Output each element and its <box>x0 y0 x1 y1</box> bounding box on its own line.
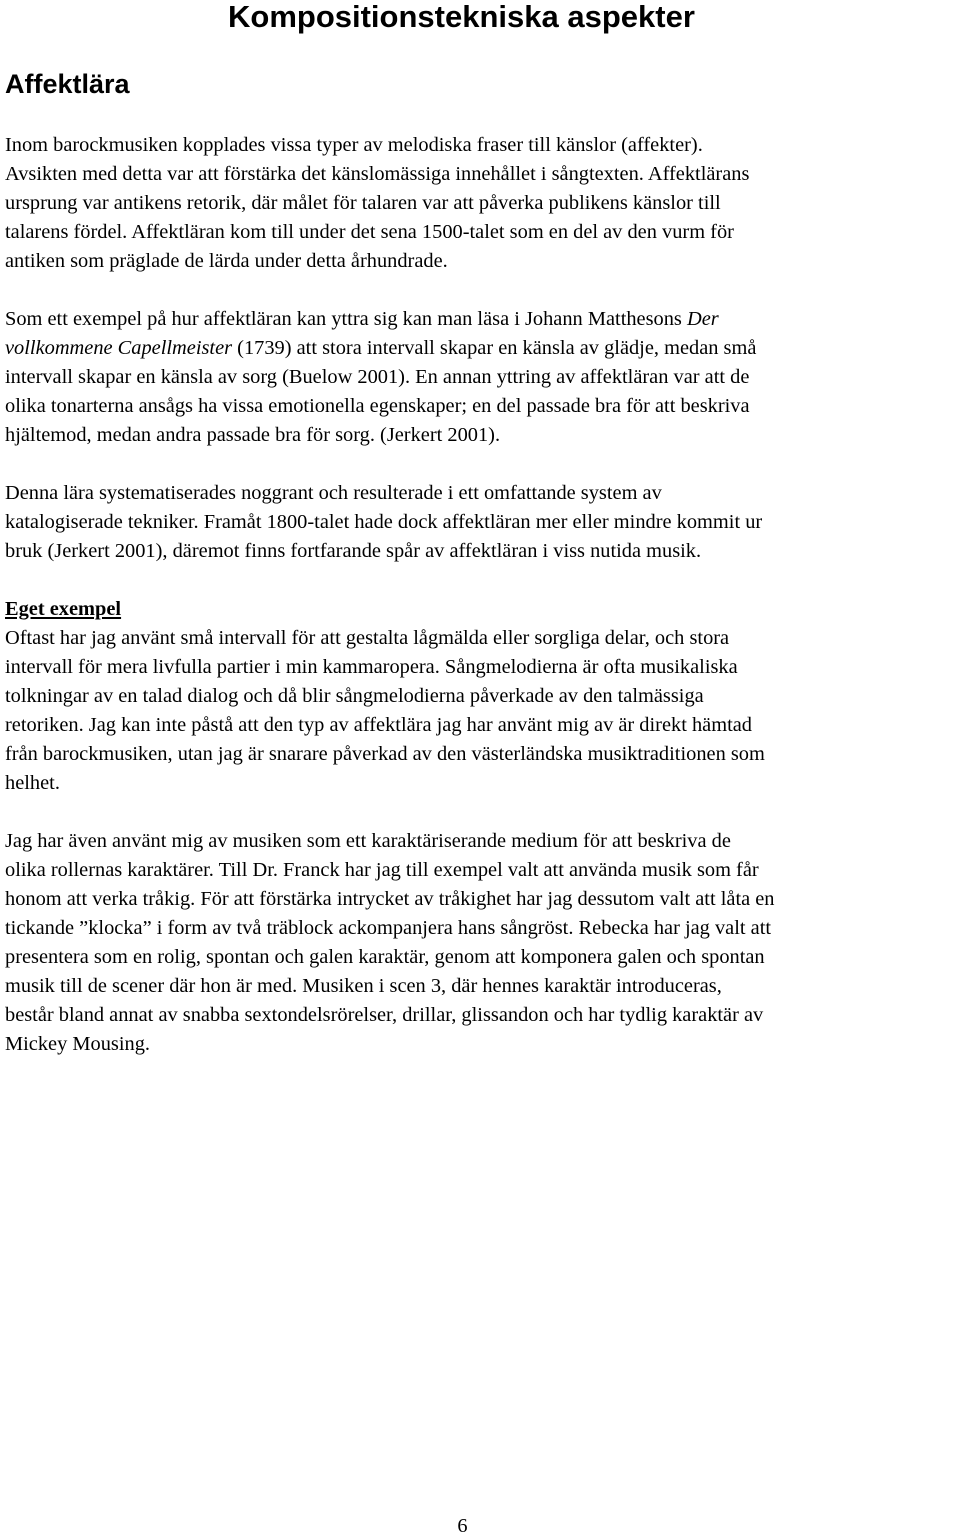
text-line: olika tonarterna ansågs ha vissa emotionella egenskaper; en del passade bra för att beskriva <box>5 395 750 417</box>
text-run: (1739) att stora intervall skapar en känsla av glädje, medan små <box>232 337 757 359</box>
text-line: ursprung var antikens retorik, där målet för talaren var att påverka publikens känslor till <box>5 192 721 214</box>
text-line: honom att verka tråkig. För att förstärka intrycket av tråkighet har jag dessutom valt att låta en <box>5 888 775 910</box>
text-line <box>5 305 957 334</box>
text-line: Inom barockmusiken kopplades vissa typer av melodiska fraser till känslor (affekter). <box>5 134 703 156</box>
text-line: Denna lära systematiserades noggrant och resulterade i ett omfattande system av <box>5 482 662 504</box>
paragraph-mattheson <box>5 305 957 450</box>
text-line: presentera som en rolig, spontan och galen karaktär, genom att komponera galen och spontan <box>5 946 765 968</box>
paragraph-system <box>5 479 957 566</box>
paragraph-intro <box>5 131 957 276</box>
text-line: består bland annat av snabba sextondelsrörelser, drillar, glissandon och har tydlig karaktär av <box>5 1004 764 1026</box>
text-line: antiken som präglade de lärda under detta århundrade. <box>5 250 448 272</box>
text-line: tickande ”klocka” i form av två träblock ackompanjera hans sångröst. Rebecka har jag valt att <box>5 917 772 939</box>
text-line: Avsikten med detta var att förstärka det känslomässiga innehållet i sångtexten. Affektlärans <box>5 163 750 185</box>
text-line: intervall för mera livfulla partier i min kammaropera. Sångmelodierna är ofta musikaliska <box>5 656 738 678</box>
section-title: Affektlära <box>5 69 130 99</box>
body-text <box>5 131 957 1088</box>
text-line: Jag har även använt mig av musiken som ett karaktäriserande medium för att beskriva de <box>5 830 731 852</box>
text-line: hjältemod, medan andra passade bra för sorg. (Jerkert 2001). <box>5 424 501 446</box>
text-line: intervall skapar en känsla av sorg (Buelow 2001). En annan yttring av affektläran var att de <box>5 366 750 388</box>
text-line: helhet. <box>5 772 60 794</box>
text-line: olika rollernas karaktärer. Till Dr. Franck har jag till exempel valt att använda musik som får <box>5 859 759 881</box>
text-line: Oftast har jag använt små intervall för att gestalta lågmälda eller sorgliga delar, och stora <box>5 627 730 649</box>
text-line: Mickey Mousing. <box>5 1033 150 1055</box>
text-line: tolkningar av en talad dialog och då blir sångmelodierna påverkade av den talmässiga <box>5 685 704 707</box>
book-title-part: Der <box>686 308 719 330</box>
paragraph-characters <box>5 827 957 1059</box>
page-number: 6 <box>457 1515 468 1537</box>
text-line: katalogiserade tekniker. Framåt 1800-talet hade dock affektläran mer eller mindre kommit ur <box>5 511 763 533</box>
text-line: retoriken. Jag kan inte påstå att den typ av affektlära jag har använt mig av är direkt hämtad <box>5 714 752 736</box>
text-run: Som ett exempel på hur affektläran kan yttra sig kan man läsa i Johann Matthesons <box>5 308 687 330</box>
subheading-eget-exempel: Eget exempel <box>5 598 122 620</box>
text-line: talarens fördel. Affektläran kom till under det sena 1500-talet som en del av den vurm för <box>5 221 734 243</box>
text-line: bruk (Jerkert 2001), däremot finns fortfarande spår av affektläran i viss nutida musik. <box>5 540 702 562</box>
text-line: från barockmusiken, utan jag är snarare påverkad av den västerländska musiktraditionen som <box>5 743 765 765</box>
book-title-part: vollkommene Capellmeister <box>5 337 233 359</box>
paragraph-own-example <box>5 595 957 798</box>
text-line: musik till de scener där hon är med. Musiken i scen 3, där hennes karaktär introduceras, <box>5 975 722 997</box>
text-line <box>5 334 957 363</box>
chapter-title: Kompositionstekniska aspekter <box>228 0 695 34</box>
